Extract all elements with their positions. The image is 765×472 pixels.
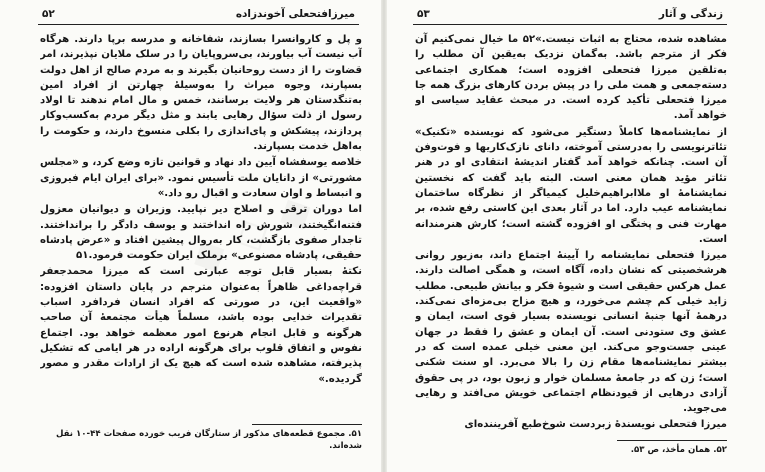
right-paragraph: از نمایشنامه‌ها کاملاً دستگیر می‌شود که نویسنده «تکنیک» تئاترنویسی را به‌درستی آموخته، دانای نازک‌کاریها و فوت‌وفن آن است. چنانکه خواهد آمد گفتار اندیشهٔ انتقادی او در هنر تئاتر مؤید همان معنی است. البته باید گفت که نخستین نمایشنامهٔ او ملاابراهیم‌خلیل کیمیاگر از نظرگاه ساختمان نمایشنامه عیب دارد. اما در آثار بعدی این کاستی رفع شده، بر مهارت فنی و پختگی او افزوده گشته است؛ کارش هنرمندانه است. — [415, 126, 727, 245]
left-paragraph: و پل و کاروانسرا بسازند، شفاخانه و مدرسه برپا دارند. هرگاه آب نیست آب بیاورند، بی‌سروپایان را در سلک ملایان نپذیرند، امر قضاوت را از دست روحانیان بگیرند و به مردم صالح از اهل دولت بسپارند، وجوه میراث را به‌وسیلهٔ چهارتن از افراد امین به‌تنگدستان هر ولایت برسانند، خمس و مال امام ندهند تا اولاد رسول از ذلت سؤال رهایی یابند و مثل دیگر مردم به‌کسب‌وکار پردازند، پیشکش و پای‌اندازی را بکلی منسوخ دارند، و حکومت را به‌اهل خدمت بسپارند. — [40, 34, 362, 153]
left-page-number: ۵۲ — [42, 8, 55, 20]
right-paragraph: میرزا فتحعلی نمایشنامه را آیینهٔ اجتماع داند، به‌زیور روانی هرشخصیتی که نشان داده، آگاه است، و همگی اصالت دارند. عمل هرکس حقیقی است و شیوهٔ فکر و بیانش طبیعی. مطلب زاید خیلی کم چشم می‌خورد، و هیچ مزاح بی‌مزه‌ای نمی‌کند. درهمهٔ آنها جنبهٔ انسانی نویسنده بسیار قوی است، ایمان و عشق وی ستودنی است. آن ایمان و عشق را فقط در جهان عینی جست‌وجو می‌کند. این معنی خیلی عمده است که در بیشتر نمایشنامه‌ها مقام زن را بالا می‌برد. او سنت شکنی است؛ زن که در جامعهٔ مسلمان خوار و زبون بود، در پی حقوق آزادی درهایی از قیودنظام اجتماعی خویش می‌افتد و رهایی می‌جوید. — [415, 250, 727, 415]
left-page-body — [40, 32, 362, 422]
left-paragraph: خلاصه یوسفشاه آیین داد نهاد و قوانین تازه وضع کرد، و «مجلس مشورتی» از دانایان ملت تأسیس نمود. «برای ایران ایام فیروزی و انبساط و اوان سعادت و اقبال رو داد.» — [40, 157, 362, 199]
left-running-title: میرزافتحعلی آخوندزاده — [235, 8, 355, 20]
right-paragraph: مشاهده شده، محتاج به اثبات نیست.»۵۲ ما خیال نمی‌کنیم آن فکر از مترجم باشد. به‌گمان نزدیک به‌یقین آن مطلب را به‌تلقین میرزا فتحعلی افزوده است؛ همکاری اجتماعی دسته‌جمعی و همت ملی را در پیش بردن کارهای بزرگ همه جا میرزا فتحعلی تأکید کرده است. در مبحث عقاید سیاسی او خواهد آمد. — [415, 34, 727, 122]
right-page-header — [413, 8, 727, 25]
left-paragraph: اما دوران ترقی و اصلاح دیر نپایید. وزیران و دیوانیان معزول فتنه‌انگیختند، شورش راه انداختند و یوسف دادگر را برانداختند. تاجدار صفوی بازگشت، کار به‌روال پیشین افتاد و «عرض پادشاه حقیقی، پادشاه مصنوعی» برملک ایران حکومت فرمود.۵۱ — [40, 204, 362, 262]
left-page — [0, 0, 381, 472]
right-page-body — [415, 32, 727, 432]
right-running-title: زندگی و آثار — [658, 8, 723, 20]
left-page-header — [38, 8, 359, 25]
left-footnote: ۵۱. مجموع قطعه‌های مذکور از ستارگان فریب خورده صفحات ۴۴-۱۰ نقل شده‌اند. — [55, 429, 362, 451]
footnote-rule — [617, 440, 727, 441]
left-footnotes — [40, 424, 362, 452]
footnote-rule — [252, 424, 362, 425]
right-footnotes — [415, 440, 727, 456]
left-paragraph: نکتهٔ بسیار قابل توجه عبارتی است که میرزا محمدجعفر قراچه‌داغی ظاهراً به‌عنوان مترجم در پایان داستان افزوده: «واقعیت این، در صورتی که افراد انسان فردافرد اسباب تقدیرات خدایی بوده باشد، مسلماً هیأت مجتمعهٔ آن صاحب هرگونه و قابل انجام هرنوع امور معظمه خواهد بود. اجتماع نفوس و اتفاق قلوب برای هرگونه اراده در هر ایامی که تشکیل پذیرفته، مشاهده شده است که هیچ یک از ارادات مقدر و مصور گردیده.» — [40, 266, 362, 385]
right-page-number: ۵۳ — [417, 8, 430, 20]
right-page — [387, 0, 765, 472]
right-footnote: ۵۲. همان مأخذ، ص ۵۳. — [630, 445, 727, 455]
right-paragraph: میرزا فتحعلی نویسندهٔ زبردست شوخ‌طبع آفریننده‌ای — [464, 419, 727, 431]
